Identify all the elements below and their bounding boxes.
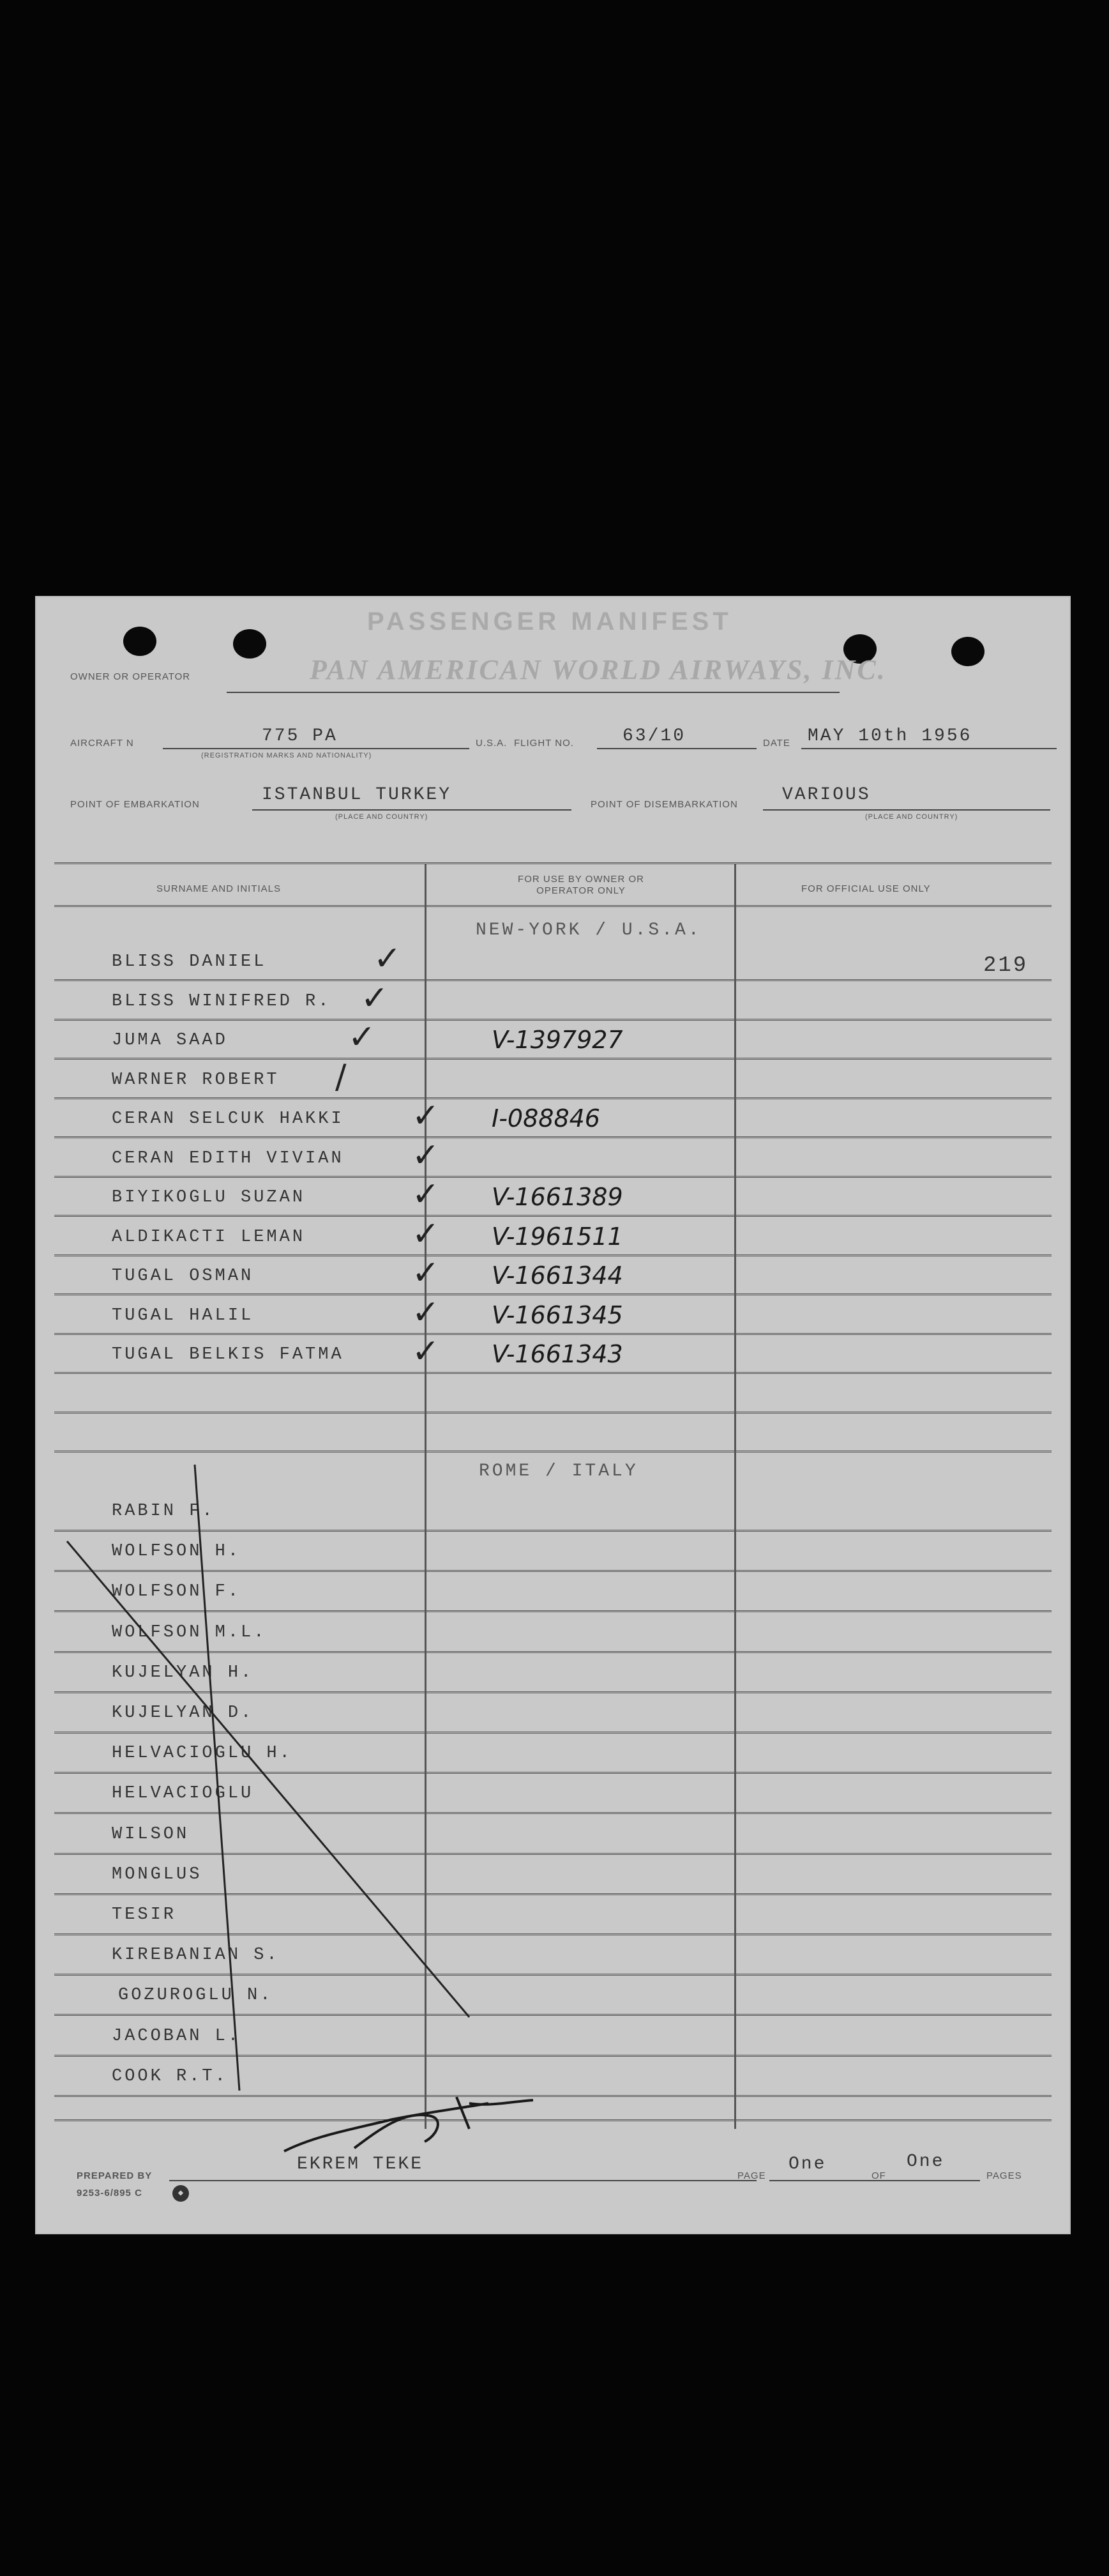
passenger-name: RABIN F.	[112, 1502, 215, 1521]
passenger-name: KUJELYAN D.	[112, 1703, 254, 1723]
manifest-sheet	[35, 596, 1071, 2234]
passenger-name: GOZUROGLU N.	[118, 1986, 273, 2006]
check-mark-icon: /	[335, 1057, 347, 1096]
passenger-name: BIYIKOGLU SUZAN	[112, 1188, 306, 1207]
col-owner-header: FOR USE BY OWNER OR OPERATOR ONLY	[518, 874, 644, 896]
check-mark-icon: ✓	[412, 1293, 440, 1332]
passenger-name: WILSON	[112, 1824, 190, 1844]
owner-label: OWNER OR OPERATOR	[70, 671, 191, 682]
passenger-name: JACOBAN L.	[112, 2026, 241, 2046]
check-mark-icon: ✓	[373, 940, 402, 978]
form-title: PASSENGER MANIFEST	[367, 607, 732, 636]
passenger-name: TUGAL OSMAN	[112, 1267, 254, 1286]
col-official-header: FOR OFFICIAL USE ONLY	[801, 883, 931, 894]
signature	[278, 2091, 552, 2161]
passenger-name: BLISS WINIFRED R.	[112, 991, 331, 1011]
passenger-name: MONGLUS	[112, 1864, 202, 1884]
passenger-document-number: V-1661343	[492, 1340, 623, 1368]
form-number: 9253-6/895 C	[77, 2188, 142, 2199]
prepared-label: PREPARED BY	[77, 2170, 153, 2181]
disembark-label: POINT OF DISEMBARKATION	[591, 799, 738, 810]
passenger-document-number: V-1961511	[492, 1222, 623, 1251]
cancel-strokes	[35, 596, 1071, 2234]
check-mark-icon: ✓	[412, 1214, 440, 1253]
check-mark-icon: ✓	[412, 1332, 440, 1371]
pages-label: PAGES	[986, 2170, 1022, 2181]
section-newyork: NEW-YORK / U.S.A.	[476, 920, 702, 940]
passenger-name: WOLFSON M.L.	[112, 1622, 267, 1642]
aircraft-note: (REGISTRATION MARKS AND NATIONALITY)	[201, 752, 372, 759]
table-bottom-rule	[54, 2119, 1052, 2121]
flight-label: FLIGHT NO.	[514, 738, 574, 749]
passenger-document-number: V-1661344	[492, 1261, 623, 1290]
passenger-name: HELVACIOGLU	[112, 1784, 254, 1804]
passenger-name: COOK R.T.	[112, 2066, 228, 2086]
prepared-value: EKREM TEKE	[297, 2154, 424, 2174]
passenger-name: TUGAL BELKIS FATMA	[112, 1345, 344, 1364]
date-label: DATE	[763, 738, 790, 749]
passenger-name: WOLFSON F.	[112, 1582, 241, 1602]
passenger-name: TESIR	[112, 1905, 177, 1924]
passenger-name: JUMA SAAD	[112, 1031, 228, 1050]
passenger-name: HELVACIOGLU H.	[112, 1744, 292, 1764]
check-mark-icon: ✓	[412, 1097, 440, 1135]
passenger-document-number: I-088846	[492, 1104, 600, 1132]
of-label: OF	[871, 2170, 886, 2181]
col-name-header: SURNAME AND INITIALS	[156, 883, 282, 894]
page-label: PAGE	[737, 2170, 766, 2181]
passenger-document-number: V-1661389	[492, 1183, 623, 1211]
usa-label: U.S.A.	[476, 738, 508, 749]
section-rome: ROME / ITALY	[479, 1461, 638, 1481]
check-mark-icon: ✓	[412, 1136, 440, 1175]
check-mark-icon: ✓	[348, 1018, 376, 1056]
passenger-name: TUGAL HALIL	[112, 1306, 254, 1325]
of-value: One	[907, 2152, 945, 2172]
passenger-name: BLISS DANIEL	[112, 952, 267, 972]
passenger-name: KIREBANIAN S.	[112, 1946, 280, 1965]
embark-value: ISTANBUL TURKEY	[262, 785, 452, 805]
disembark-note: (PLACE AND COUNTRY)	[865, 813, 958, 821]
embark-label: POINT OF EMBARKATION	[70, 799, 200, 810]
union-bug-icon: ◆	[172, 2185, 189, 2202]
aircraft-value: 775 PA	[262, 726, 338, 746]
check-mark-icon: ✓	[361, 979, 389, 1017]
embark-note: (PLACE AND COUNTRY)	[335, 813, 428, 821]
passenger-name: CERAN SELCUK HAKKI	[112, 1109, 344, 1129]
date-value: MAY 10th 1956	[808, 726, 972, 746]
passenger-name: WARNER ROBERT	[112, 1070, 280, 1090]
disembark-value: VARIOUS	[782, 785, 871, 805]
page-value: One	[788, 2154, 827, 2174]
passenger-document-number: V-1661345	[492, 1300, 623, 1329]
passenger-name: CERAN EDITH VIVIAN	[112, 1148, 344, 1168]
flight-value: 63/10	[622, 726, 686, 746]
passenger-name: ALDIKACTI LEMAN	[112, 1227, 306, 1247]
aircraft-label: AIRCRAFT N	[70, 738, 134, 749]
official-count: 219	[983, 954, 1029, 978]
airline-name: PAN AMERICAN WORLD AIRWAYS, INC.	[310, 654, 887, 685]
passenger-name: KUJELYAN H.	[112, 1663, 254, 1682]
check-mark-icon: ✓	[412, 1254, 440, 1292]
passenger-name: WOLFSON H.	[112, 1542, 241, 1562]
passenger-document-number: V-1397927	[492, 1026, 623, 1054]
check-mark-icon: ✓	[412, 1175, 440, 1214]
